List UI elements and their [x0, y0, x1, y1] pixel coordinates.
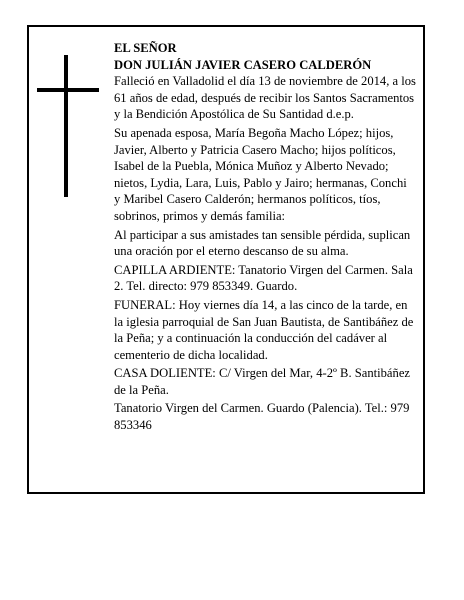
obituary-text [114, 40, 416, 436]
paragraph-death-announcement: Falleció en Valladolid el día 13 de noviembre de 2014, a los 61 años de edad, después de recibir los Santos Sacramentos y la Bendición Apostólica de Su Santidad d.e.p. [114, 74, 416, 122]
cross-vertical-bar [64, 55, 68, 197]
cross-icon [37, 55, 99, 197]
heading-title: EL SEÑOR [114, 41, 177, 55]
cross-horizontal-bar [37, 88, 99, 92]
paragraph-prayer-request: Al participar a sus amistades tan sensible pérdida, suplican una oración por el eterno descanso de su alma. [114, 227, 411, 259]
paragraph-family: Su apenada esposa, María Begoña Macho López; hijos, Javier, Alberto y Patricia Casero Macho; hijos políticos, Isabel de la Puebla, Mónica Muñoz y Alberto Nevado; nietos, Lydia, Lara, Luis, Pablo y Jairo; hermanas, Conchi y Maribel Casero Calderón; hermanos políticos, tíos, sobrinos, primos y demás familia: [114, 125, 407, 223]
paragraph-mourning-house: CASA DOLIENTE: C/ Virgen del Mar, 4-2º B. Santibáñez de la Peña. [114, 366, 410, 397]
heading-deceased-name: DON JULIÁN JAVIER CASERO CALDERÓN [114, 57, 372, 72]
paragraph-chapel: CAPILLA ARDIENTE: Tanatorio Virgen del Carmen. Sala 2. Tel. directo: 979 853349. Guardo. [114, 262, 413, 294]
paragraph-funeral-home-contact: Tanatorio Virgen del Carmen. Guardo (Palencia). Tel.: 979 853346 [114, 401, 410, 433]
paragraph-funeral: FUNERAL: Hoy viernes día 14, a las cinco de la tarde, en la iglesia parroquial de San Juan Bautista, de Santibáñez de la Peña; y a continuación la conducción del cadáver al cementerio de dicha localidad. [114, 297, 414, 362]
